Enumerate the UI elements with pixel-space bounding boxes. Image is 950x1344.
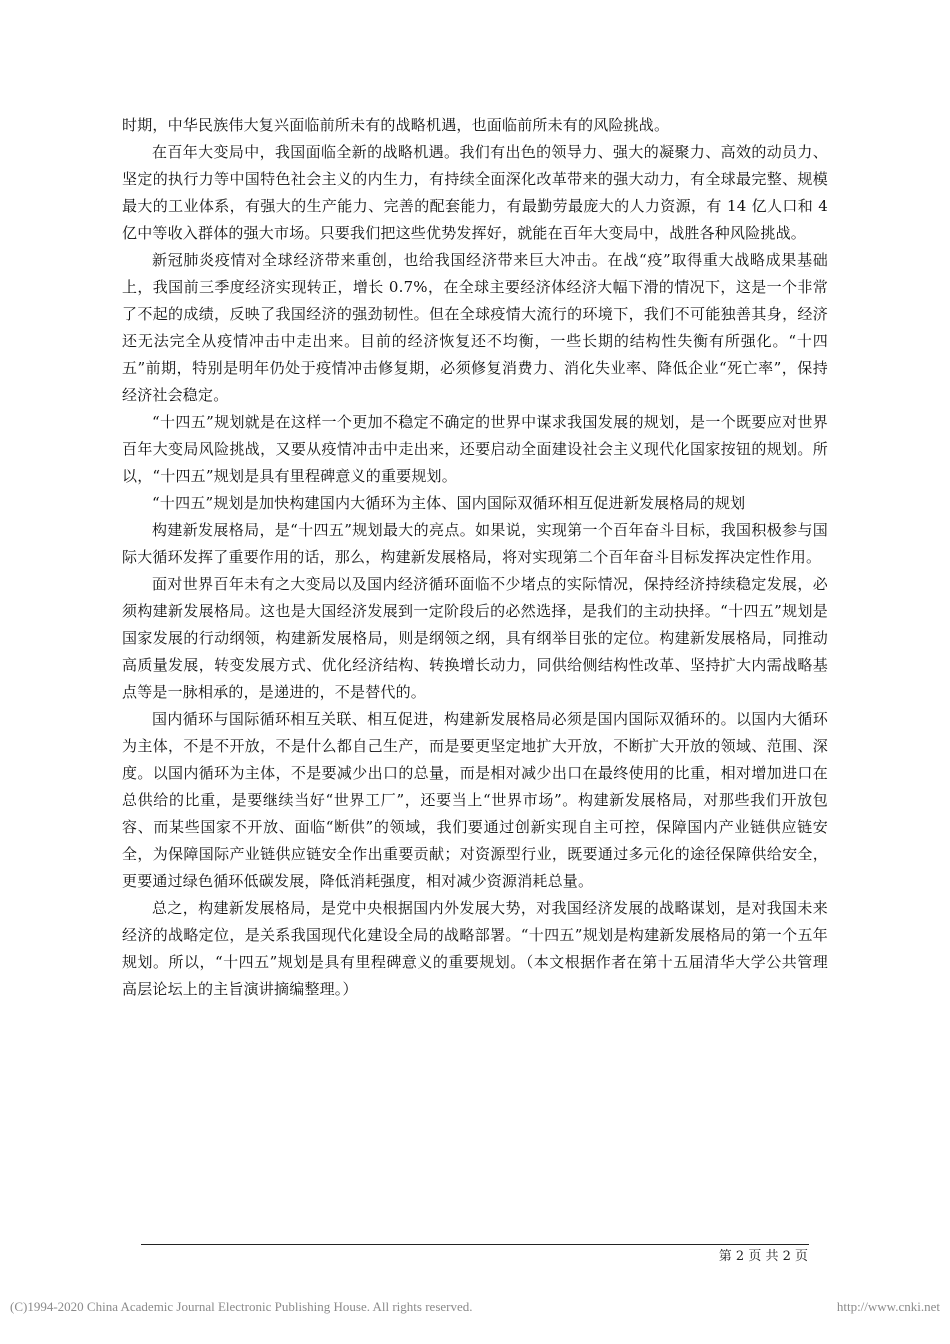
- copyright-line: [10, 1298, 940, 1316]
- paragraph-8: 国内循环与国际循环相互关联、相互促进，构建新发展格局必须是国内国际双循环的。以国内大循环为主体，不是不开放，不是什么都自己生产，而是要更坚定地扩大开放，不断扩大开放的领域、范围、深度。以国内循环为主体，不是要减少出口的总量，而是相对减少出口在最终使用的比重，相对增加进口在总供给的比重，是要继续当好“世界工厂”，还要当上“世界市场”。构建新发展格局，对那些我们开放包容、而某些国家不开放、面临“断供”的领域，我们要通过创新实现自主可控，保障国内产业链供应链安全，为保障国际产业链供应链安全作出重要贡献；对资源型行业，既要通过多元化的途径保障供给安全，更要通过绿色循环低碳发展，降低消耗强度，相对减少资源消耗总量。: [122, 710, 828, 890]
- paragraph-4: “十四五”规划就是在这样一个更加不稳定不确定的世界中谋求我国发展的规划，是一个既要应对世界百年大变局风险挑战，又要从疫情冲击中走出来，还要启动全面建设社会主义现代化国家按钮的规划。所以，“十四五”规划是具有里程碑意义的重要规划。: [122, 413, 828, 485]
- paragraph-3: 新冠肺炎疫情对全球经济带来重创，也给我国经济带来巨大冲击。在战“疫”取得重大战略成果基础上，我国前三季度经济实现转正，增长 0.7%，在全球主要经济体经济大幅下滑的情况下，这是一个非常了不起的成绩，反映了我国经济的强劲韧性。但在全球疫情大流行的环境下，我们不可能独善其身，经济还无法完全从疫情冲击中走出来。目前的经济恢复还不均衡，一些长期的结构性失衡有所强化。“十四五”前期，特别是明年仍处于疫情冲击修复期，必须修复消费力、消化失业率、降低企业“死亡率”，保持经济社会稳定。: [122, 251, 828, 404]
- paragraph-1: 时期，中华民族伟大复兴面临前所未有的战略机遇，也面临前所未有的风险挑战。: [122, 116, 670, 134]
- paragraph-2: 在百年大变局中，我国面临全新的战略机遇。我们有出色的领导力、强大的凝聚力、高效的动员力、坚定的执行力等中国特色社会主义的内生力，有持续全面深化改革带来的强大动力，有全球最完整、规模最大的工业体系，有强大的生产能力、完善的配套能力，有最勤劳最庞大的人力资源，有 14 亿人口和 4 亿中等收入群体的强大市场。只要我们把这些优势发挥好，就能在百年大变局中，战胜各种风险挑战。: [122, 143, 828, 242]
- article-body: [122, 112, 828, 1003]
- page-number: 第 2 页 共 2 页: [718, 1249, 808, 1264]
- section-heading: “十四五”规划是加快构建国内大循环为主体、国内国际双循环相互促进新发展格局的规划: [152, 494, 746, 512]
- copyright-text: (C)1994-2020 China Academic Journal Electronic Publishing House. All rights reserved.: [10, 1299, 473, 1314]
- paragraph-9: 总之，构建新发展格局，是党中央根据国内外发展大势，对我国经济发展的战略谋划，是对我国未来经济的战略定位，是关系我国现代化建设全局的战略部署。“十四五”规划是构建新发展格局的第一个五年规划。所以，“十四五”规划是具有里程碑意义的重要规划。（本文根据作者在第十五届清华大学公共管理高层论坛上的主旨演讲摘编整理。）: [122, 899, 828, 998]
- paragraph-7: 面对世界百年未有之大变局以及国内经济循环面临不少堵点的实际情况，保持经济持续稳定发展，必须构建新发展格局。这也是大国经济发展到一定阶段后的必然选择，是我们的主动抉择。“十四五”规划是国家发展的行动纲领，构建新发展格局，则是纲领之纲，具有纲举目张的定位。构建新发展格局，同推动高质量发展，转变发展方式、优化经济结构、转换增长动力，同供给侧结构性改革、坚持扩大内需战略基点等是一脉相承的，是递进的，不是替代的。: [122, 575, 828, 701]
- source-url: http://www.cnki.net: [836, 1299, 940, 1314]
- paragraph-6: 构建新发展格局，是“十四五”规划最大的亮点。如果说，实现第一个百年奋斗目标，我国积极参与国际大循环发挥了重要作用的话，那么，构建新发展格局，将对实现第二个百年奋斗目标发挥决定性作用。: [122, 521, 828, 566]
- footer-divider: [141, 1244, 809, 1245]
